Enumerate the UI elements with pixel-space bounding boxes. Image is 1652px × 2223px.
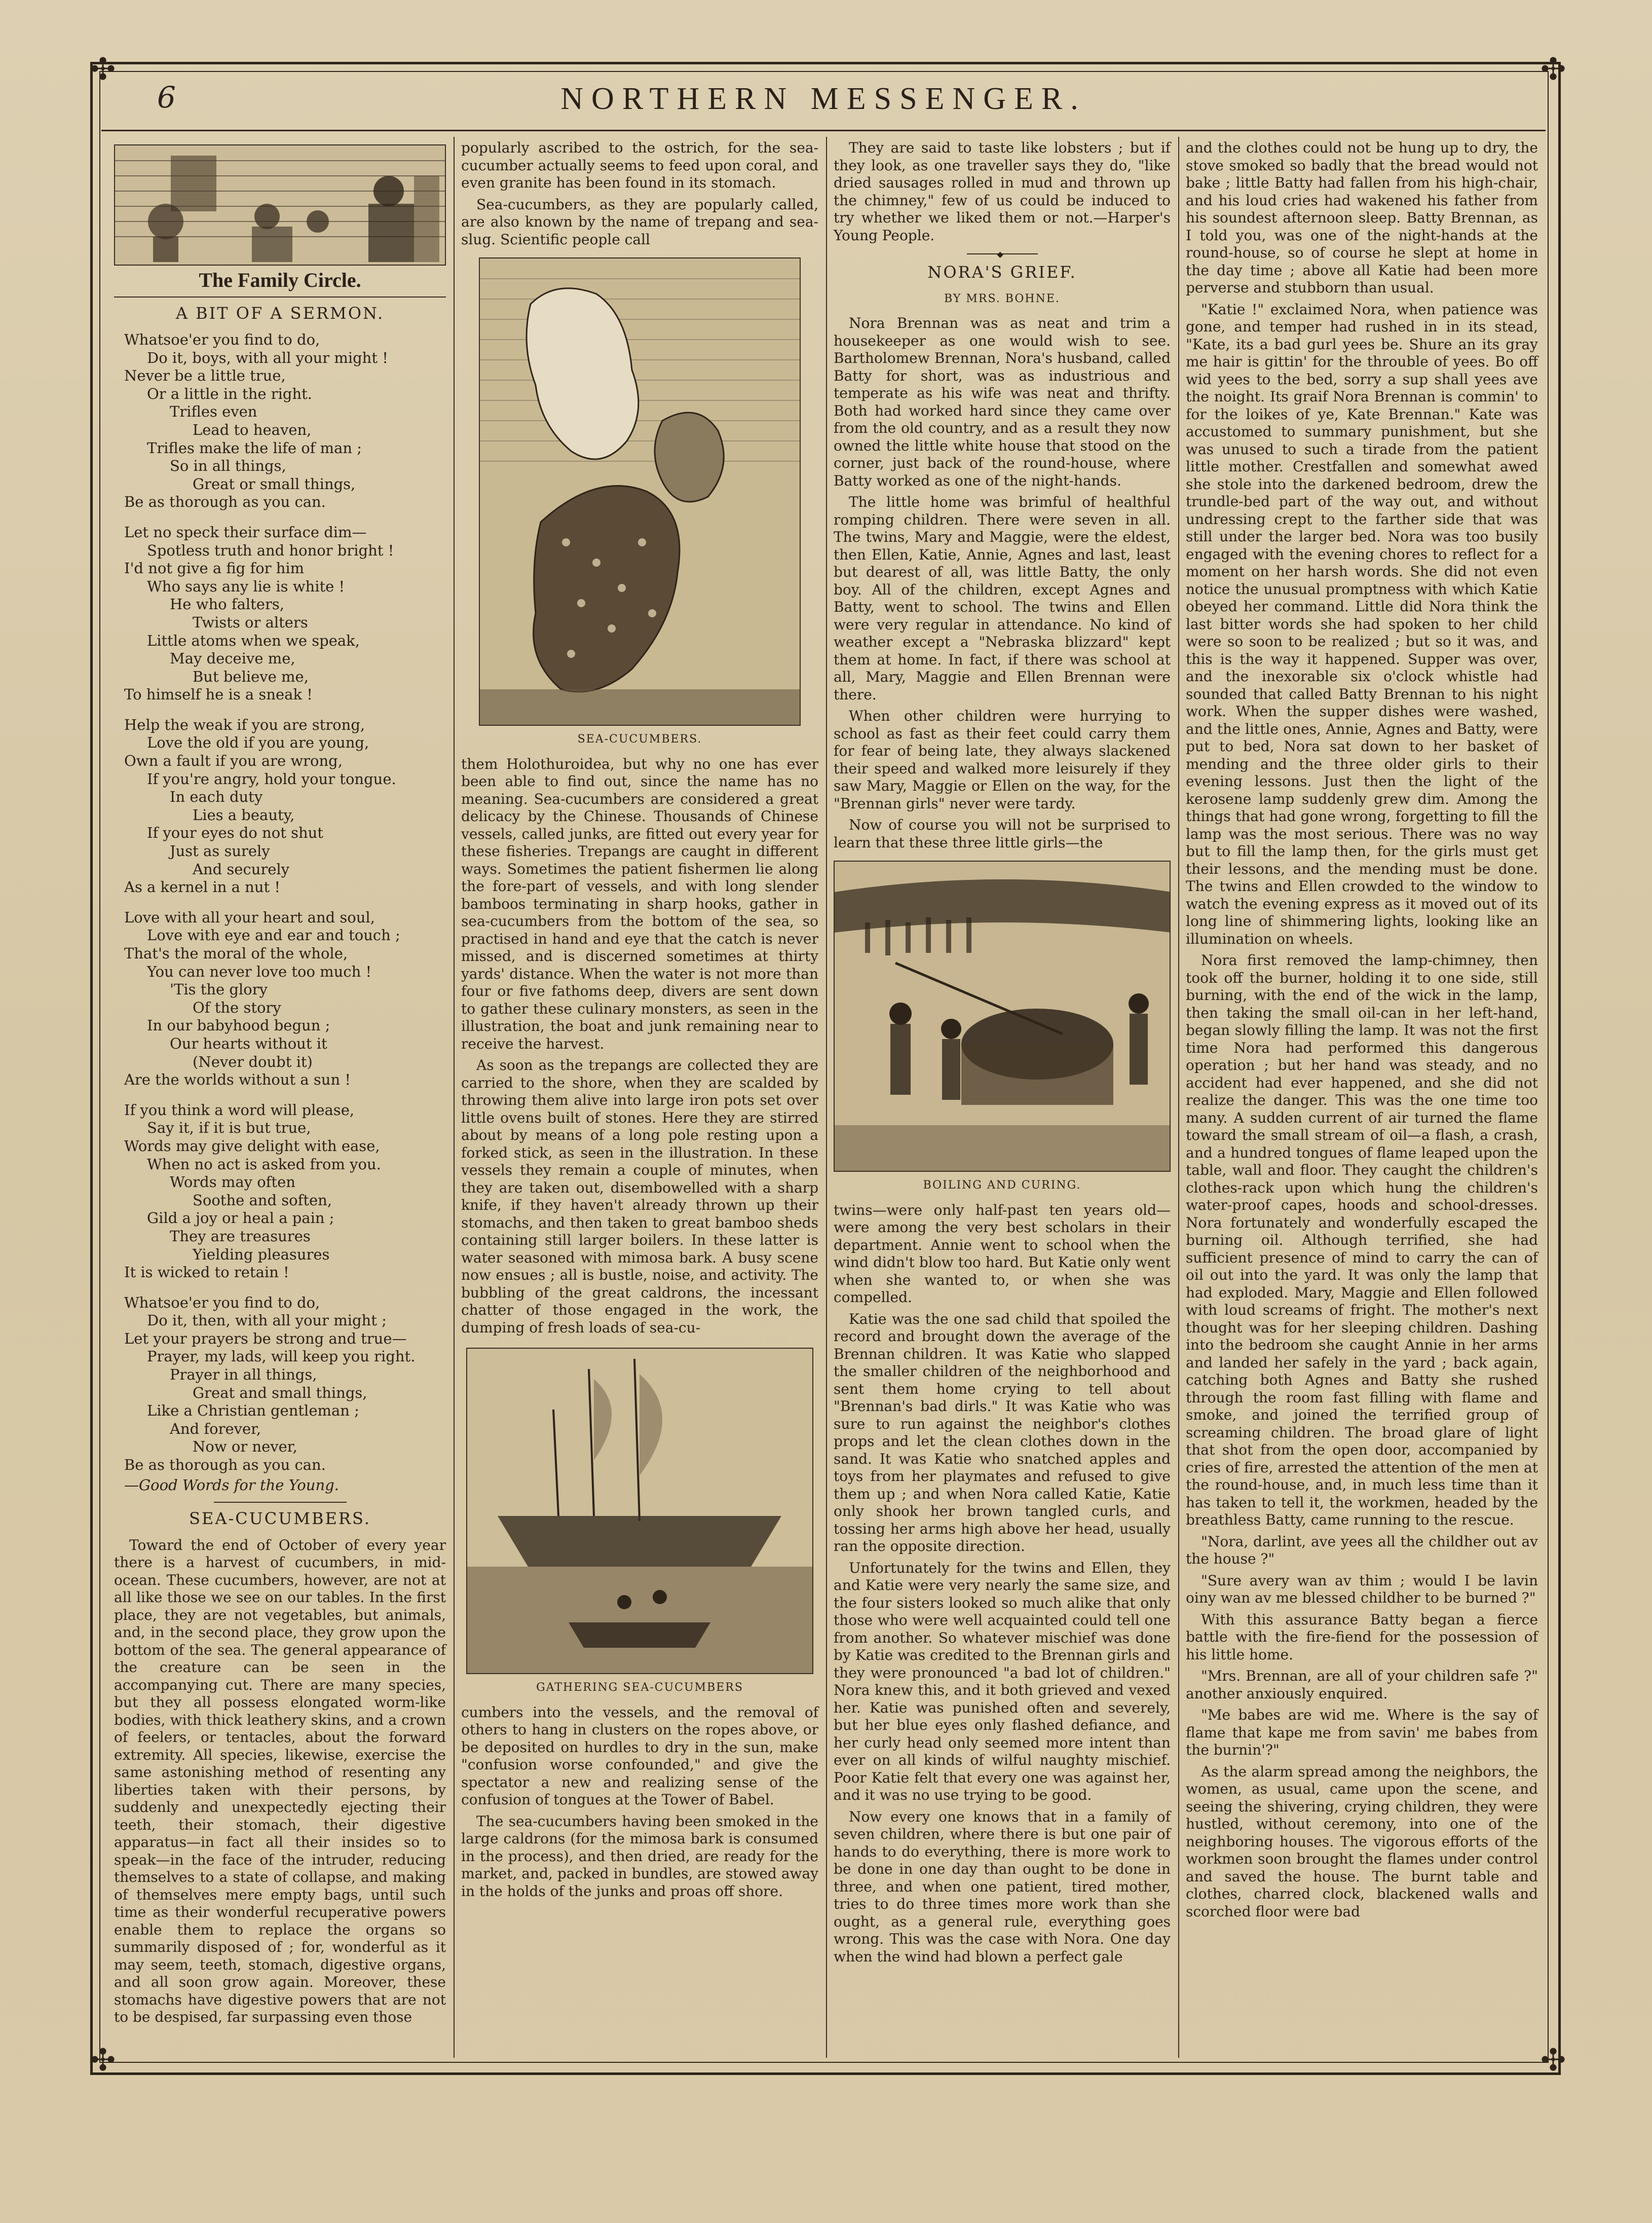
poem-line: He who falters, — [170, 596, 284, 613]
section-rule — [114, 297, 446, 298]
poem-line: Love with eye and ear and touch ; — [147, 927, 400, 944]
paragraph: Unfortunately for the twins and Ellen, they and Katie were very nearly the same size, and the four sisters looked so much alike that only those who were well acquainted could tell one from another. So whatever mischief was done by Katie was credited to the Brennan girls and they were pronounced "a bad lot of children." Nora knew this, and it both grieved and vexed her. Katie was punished often and severely, but her blue eyes only flashed defiance, and her curly head only seemed more intent than ever on all kinds of wilful naughty mischief. Poor Katie felt that every one was against her, and it was no use trying to be good. — [834, 1559, 1171, 1803]
poem-line: Gild a joy or heal a pain ; — [147, 1209, 334, 1227]
poem-line: Lead to heaven, — [193, 421, 312, 438]
column-divider — [454, 137, 455, 2058]
poem-line: Great or small things, — [193, 475, 356, 493]
column-divider — [1178, 137, 1179, 2058]
family-circle-banner: The Family Circle. — [199, 269, 361, 291]
poem-line: And securely — [193, 860, 290, 878]
poem-line: Now or never, — [193, 1438, 297, 1456]
page-number: 6 — [157, 80, 176, 115]
poem-line: Whatsoe'er you find to do, — [124, 1293, 320, 1311]
boiling-and-curing-engraving — [835, 862, 1171, 1171]
paragraph: As soon as the trepangs are collected they are carried to the shore, when they are scalded by throwing them alive into large iron pots set over little ovens built of stones. Here they are stirred about by means of a long pole resting upon a forked stick, as seen in the illustration. In these vessels they remain a couple of minutes, when they are taken out, disembowelled with a sharp knife, if they haven't already thrown up their stomachs, and then taken to great bamboo sheds containing still larger boilers. In these latter is water seasoned with mimosa bark. A busy scene now ensues ; all is bustle, noise, and activity. The bubbling of the great caldrons, the incessant chatter of those engaged in the work, the dumping of fresh loads of sea-cu- — [461, 1057, 818, 1336]
poem-line: When no act is asked from you. — [147, 1155, 381, 1173]
paragraph: Now every one knows that in a family of seven children, where there is but one pair of hands to do everything, there is more work to be done in one day than ought to be done in three, and when one patient, tired mother, tries to do three times more work than she ought, as a general rule, everything goes wrong. This was the case with Nora. One day when the wind had blown a perfect gale — [834, 1808, 1171, 1965]
paragraph: "Katie !" exclaimed Nora, when patience was gone, and temper had rushed in in its stead, "Kate, its a bad gurl yees be. Shure an its gray me hair is gittin' for the throuble of yees. Bo off wid yees to the bed, sorry a sup shall yees ave the noight. Its graif Nora Brennan is commin' to for the loikes of ye, Kate Brennan." Kate was accustomed to summary punishment, but she was unused to such a tirade from the patient little mother. Crestfallen and somewhat awed she stole into the darkened bedroom, drew the trundle-bed part of the way out, and without undressing crept to the farther side that was still under the larger bed. Nora was too busily engaged with the evening chores to reflect for a moment on her harsh words. She did not even notice the unusual promptness with which Katie obeyed her command. Little did Nora think the last bitter words she had spoken to her child were so soon to be realized ; but so it was, and this is the way it happened. Supper was over, and the inexorable six o'clock whistle had sounded that called Batty Brennan to his night work. When the supper dishes were washed, and the little ones, Annie, Agnes and Batty, were put to bed, Nora sat down to her basket of mending and the three older girls to their evening lessons. Just then the light of the kerosene lamp suddenly grew dim. Among the things that had gone wrong, forgetting to fill the lamp was the most serious. There was no way but to fill the lamp then, for the girls must get their lessons, and the mending must be done. The twins and Ellen crowded to the window to watch the evening express as it moved out of its long line of shimmering lights, looking like an illumination on wheels. — [1186, 301, 1538, 947]
poem-line: They are treasures — [170, 1227, 311, 1245]
poem-line: Lies a beauty, — [193, 806, 295, 824]
paragraph: The sea-cucumbers having been smoked in the large caldrons (for the mimosa bark is consumed in the process), and then dried, are ready for the market, and, packed in bundles, are stowed away in the holds of the junks and proas off shore. — [461, 1812, 818, 1900]
masthead — [101, 76, 1546, 122]
poem-line: Never be a little true, — [124, 367, 286, 385]
illustration-caption: SEA-CUCUMBERS. — [577, 733, 702, 746]
poem-line: And forever, — [170, 1420, 261, 1437]
illustration-caption: BOILING AND CURING. — [923, 1179, 1081, 1192]
poem-line: But believe me, — [193, 668, 309, 685]
poem-line: If your eyes do not shut — [147, 824, 323, 842]
paragraph: Nora Brennan was as neat and trim a housekeeper as one would wish to see. Bartholomew Brennan, Nora's husband, called Batty for short, was as industrious and temperate as his wife was neat and thrifty. Both had worked hard since they came over from the old country, and as a result they now owned the little white house that stood on the corner, just back of the round-house, where Batty worked as one of the night-hands. — [834, 315, 1171, 489]
paragraph: As the alarm spread among the neighbors, the women, as usual, came upon the scene, and seeing the shivering, crying children, they were hustled, without ceremony, into one of the neighboring houses. The vigorous efforts of the workmen soon brought the flames under control and saved the house. The burnt table and clothes, charred clock, blackened walls and scorched floor were bad — [1186, 1763, 1538, 1920]
article-title-noras-grief: NORA'S GRIEF. — [927, 263, 1077, 282]
poem-line: Our hearts without it — [170, 1034, 327, 1052]
noras-grief-body-col3 — [834, 315, 1171, 851]
family-circle-illustration — [114, 144, 446, 266]
boiling-illustration — [834, 861, 1171, 1172]
masthead-rule — [101, 130, 1546, 131]
paragraph: Katie was the one sad child that spoiled the record and brought down the average of the Brennan children. It was Katie who slapped the smaller children of the neighborhood and sent them home crying to tell about "Brennan's bad dirls." It was Katie who was sure to run against the neighbor's clothes props and let the clean clothes down in the sand. It was Katie who snatched apples and toys from her playmates and refused to give them up ; and when Nora called Katie, Katie only shook her brown tangled curls, and tossing her arms high above her head, usually ran the opposite direction. — [834, 1310, 1171, 1554]
poem-line: Let no speck their surface dim— — [124, 523, 367, 541]
poem-line: I'd not give a fig for him — [124, 560, 305, 577]
paragraph: The little home was brimful of healthful romping children. There were seven in all. The twins, Mary and Maggie, were the eldest, then Ellen, Katie, Annie, Agnes and last, least but dearest of all, was little Batty, the only boy. All of the children, except Agnes and Batty, went to school. The twins and Ellen were very regular in attendance. No kind of weather except a "Nebraska blizzard" kept them at home. In fact, if there was school at all, Mary, Maggie and Ellen Brennan were there. — [834, 494, 1171, 703]
poem-line: Love the old if you are young, — [147, 734, 369, 752]
poem-line: Prayer, my lads, will keep you right. — [147, 1348, 416, 1365]
poem-line: As a kernel in a nut ! — [124, 878, 281, 896]
column-divider — [826, 137, 827, 2058]
paragraph: "Mrs. Brennan, are all of your children safe ?" another anxiously enquired. — [1186, 1668, 1538, 1702]
poem-line: Soothe and soften, — [193, 1191, 332, 1209]
poem-line: So in all things, — [170, 457, 286, 475]
paragraph: them Holothuroidea, but why no one has ever been able to find out, since the name has no meaning. Sea-cucumbers are considered a great delicacy by the Chinese. Thousands of Chinese vessels, called junks, are fitted out every year for these fisheries. Trepangs are caught in different ways. Sometimes the patient fishermen lie along the fore-part of vessels, and with long slender bamboos terminating in sharp hooks, gather in sea-cucumbers from the bottom of the sea, so practised in hand and eye that the catch is never missed, and is discerned sometimes at thirty yards' distance. When the water is not more than four or five fathoms deep, divers are sent down to gather these culinary monsters, as seen in the illustration, the boat and junk remaining near to receive the harvest. — [461, 755, 818, 1052]
poem-line: Love with all your heart and soul, — [124, 908, 375, 926]
noras-grief-body-col3b — [834, 1202, 1171, 1966]
paragraph: "Sure avery wan av thim ; would I be lavin oiny wan av me blessed childher to be burned ?" — [1186, 1572, 1538, 1606]
poem-line: Twists or alters — [193, 613, 308, 631]
sea-cucumbers-body-col1 — [114, 1537, 446, 2026]
article-byline: BY MRS. BOHNE. — [944, 292, 1060, 305]
poem-line: Say it, if it is but true, — [147, 1119, 311, 1137]
corner-ornament-bottom-left: ✣ — [90, 2043, 116, 2078]
paragraph: When other children were hurrying to school as fast as their feet could carry them for fear of being late, they always slackened their speed and walked more leisurely if they saw Mary, Maggie or Ellen on the way, for the "Brennan girls" never were tardy. — [834, 708, 1171, 812]
paragraph: Now of course you will not be surprised to learn that these three little girls—the — [834, 817, 1171, 851]
section-rule — [214, 1502, 347, 1503]
poem-line: If you're angry, hold your tongue. — [147, 770, 396, 788]
article-title-sea-cucumbers: SEA-CUCUMBERS. — [189, 1509, 371, 1529]
stanza-gap — [124, 897, 446, 909]
illustration-caption: GATHERING SEA-CUCUMBERS — [536, 1681, 743, 1694]
gathering-illustration — [466, 1348, 813, 1674]
paragraph: "Me babes are wid me. Where is the say of flame that kape me from savin' me babes from the burnin'?" — [1186, 1707, 1538, 1758]
sea-cucumbers-body-col2b — [461, 756, 818, 1337]
sea-cucumbers-body-col2a — [461, 139, 818, 248]
paragraph: Nora first removed the lamp-chimney, then took off the burner, holding it to one side, still burning, with the end of the wick in the lamp, then taking the small oil-can in her left-hand, began slowly filling the lamp. It was not the first time Nora had performed this dangerous operation ; but her hand was steady, and no accident had ever happened, and she did not realize the danger. This was the one time too many. A sudden current of air turned the flame toward the small stream of oil—a flash, a crash, and a hundred tongues of flame leaped upon the table, wall and floor. They caught the children's clothes-rack upon which hung the children's water-proof capes, hoods and school-dresses. Nora fortunately and wonderfully escaped the burning oil. Although terrified, she had sufficient presence of mind to carry the can of oil out into the yard. It was only the lamp that had exploded. Mary, Maggie and Ellen followed with loud screams of fright. The mother's next thought was for her sleeping children. Dashing into the bedroom she caught Annie in her arms and landed her safely in the yard ; back again, catching both Agnes and Batty she rushed through the room fast filling with flame and smoke, and joined the terrified group of screaming children. The broad glare of light that shot from the open door, accompanied by cries of fire, arrested the attention of the men at the round-house, and, in much less time than it has taken to tell it, the workmen, headed by the breathless Batty, came running to the rescue. — [1186, 952, 1538, 1528]
corner-ornament-bottom-right: ✣ — [1540, 2043, 1566, 2078]
poem-line: In our babyhood begun ; — [147, 1017, 330, 1034]
poem-line: Yielding pleasures — [193, 1245, 330, 1263]
paragraph: Sea-cucumbers, as they are popularly called, are also known by the name of trepang and sea-slug. Scientific people call — [461, 196, 818, 248]
poem-line: Do it, then, with all your might ; — [147, 1312, 387, 1329]
poem-line: May deceive me, — [170, 650, 295, 668]
poem-line: You can never love too much ! — [147, 962, 372, 980]
column-4 — [1186, 139, 1538, 1924]
sea-cucumbers-body-col3a — [834, 139, 1171, 244]
poem-line: To himself he is a sneak ! — [124, 686, 313, 703]
poem-line: That's the moral of the whole, — [124, 945, 348, 962]
corner-ornament-top-left: ✣ — [90, 52, 116, 87]
poem-line: Who says any lie is white ! — [147, 577, 345, 595]
newspaper-title: NORTHERN MESSENGER. — [560, 82, 1086, 116]
corner-ornament-top-right: ✣ — [1540, 52, 1566, 87]
stanza-gap — [124, 1089, 446, 1101]
stanza-gap — [124, 511, 446, 524]
poem-line: Own a fault if you are wrong, — [124, 752, 343, 770]
family-scene-engraving — [115, 145, 446, 265]
poem-line: Spotless truth and honor bright ! — [147, 541, 394, 559]
paragraph: and the clothes could not be hung up to dry, the stove smoked so badly that the bread would not bake ; little Batty had fallen from his high-chair, and his loud cries had wakened his father from his soundest afternoon sleep. Batty Brennan, as I told you, was one of the night-hands at the round-house, so of course he slept at home in the day time ; above all Katie had been more perverse and stubborn than usual. — [1186, 139, 1538, 296]
poem-line: Words may give delight with ease, — [124, 1137, 380, 1155]
poem-line: Of the story — [193, 998, 281, 1016]
poem-line: Like a Christian gentleman ; — [147, 1402, 359, 1420]
poem-a-bit-of-a-sermon — [124, 331, 446, 1474]
poem-title: A BIT OF A SERMON. — [175, 303, 385, 323]
paragraph: They are said to taste like lobsters ; but if they look, as one traveller says they do, "like dried sausages rolled in mud and thrown up the chimney," few of us could be induced to try whether we liked them or not.—Harper's Young People. — [834, 139, 1171, 244]
stanza-gap — [124, 704, 446, 716]
poem-line: 'Tis the glory — [170, 981, 268, 998]
poem-line: Or a little in the right. — [147, 385, 313, 402]
noras-grief-body-col4 — [1186, 139, 1538, 1920]
poem-line: Prayer in all things, — [170, 1366, 317, 1384]
poem-line: Trifles even — [170, 403, 257, 421]
poem-line: Be as thorough as you can. — [124, 493, 326, 511]
poem-line: Do it, boys, with all your might ! — [147, 349, 388, 366]
sea-cucumber-illustration — [479, 257, 801, 726]
column-2 — [461, 139, 818, 1904]
poem-line: (Never doubt it) — [193, 1053, 313, 1070]
sea-cucumbers-body-col2c — [461, 1704, 818, 1901]
stanza-gap — [124, 1282, 446, 1294]
poem-line: Just as surely — [170, 842, 270, 860]
poem-line: Are the worlds without a sun ! — [124, 1071, 351, 1089]
poem-line: Little atoms when we speak, — [147, 632, 360, 649]
poem-line: Help the weak if you are strong, — [124, 716, 365, 733]
poem-line: If you think a word will please, — [124, 1101, 355, 1119]
poem-line: It is wicked to retain ! — [124, 1264, 289, 1281]
poem-line: In each duty — [170, 788, 263, 806]
poem-line: Let your prayers be strong and true— — [124, 1329, 407, 1347]
poem-line: Great and small things, — [193, 1384, 367, 1401]
sea-cucumber-engraving — [480, 258, 801, 725]
paragraph: With this assurance Batty began a fierce battle with the fire-fiend for the possession of his little home. — [1186, 1611, 1538, 1663]
gathering-sea-cucumbers-engraving — [467, 1349, 813, 1673]
poem-line: Whatsoe'er you find to do, — [124, 331, 320, 348]
section-ornament — [967, 253, 1038, 254]
paragraph: Toward the end of October of every year there is a harvest of cucumbers, in mid-ocean. These cucumbers, however, are not at all like those we see on our tables. In the first place, they are not vegetables, but animals, and, in the second place, they grow upon the bottom of the sea. The general appearance of the creature can be seen in the accompanying cut. There are many species, but they all possess elongated worm-like bodies, with thick leathery skins, and a crown of feelers, or tentacles, about the forward extremity. All species, likewise, exercise the same astonishing method of resenting any liberties taken with their persons, by suddenly and unexpectedly ejecting their teeth, their stomach, their digestive apparatus—in fact all their insides so to speak—in the face of the intruder, reducing themselves to a state of collapse, and making of themselves mere empty bags, until such time as their wonderful recuperative powers enable them to replace the organs so summarily disposed of ; for, wonderful as it may seem, teeth, stomach, digestive organs, and all soon grow again. Moreover, these stomachs have digestive powers that are not to be despised, far surpassing even those — [114, 1536, 446, 2026]
poem-line: Words may often — [170, 1173, 295, 1191]
paragraph: "Nora, darlint, ave yees all the childher out av the house ?" — [1186, 1533, 1538, 1567]
paragraph: popularly ascribed to the ostrich, for the sea-cucumber actually seems to feed upon coral, and even granite has been found in its stomach. — [461, 139, 818, 191]
paragraph: twins—were only half-past ten years old—were among the very best scholars in their department. Annie went to school when the wind didn't blow too hard. But Katie only went when she wanted to, or when she was compelled. — [834, 1201, 1171, 1306]
poem-credit: —Good Words for the Young. — [124, 1476, 339, 1494]
paragraph: cumbers into the vessels, and the removal of others to hang in clusters on the ropes above, or be deposited on hurdles to dry in the sun, make "confusion worse confounded," and give the spectator a new and realizing sense of the confusion of tongues at the Tower of Babel. — [461, 1703, 818, 1808]
poem-line: Be as thorough as you can. — [124, 1456, 326, 1474]
poem-line: Trifles make the life of man ; — [147, 439, 362, 457]
column-3 — [834, 139, 1171, 1970]
column-1 — [114, 139, 446, 2030]
